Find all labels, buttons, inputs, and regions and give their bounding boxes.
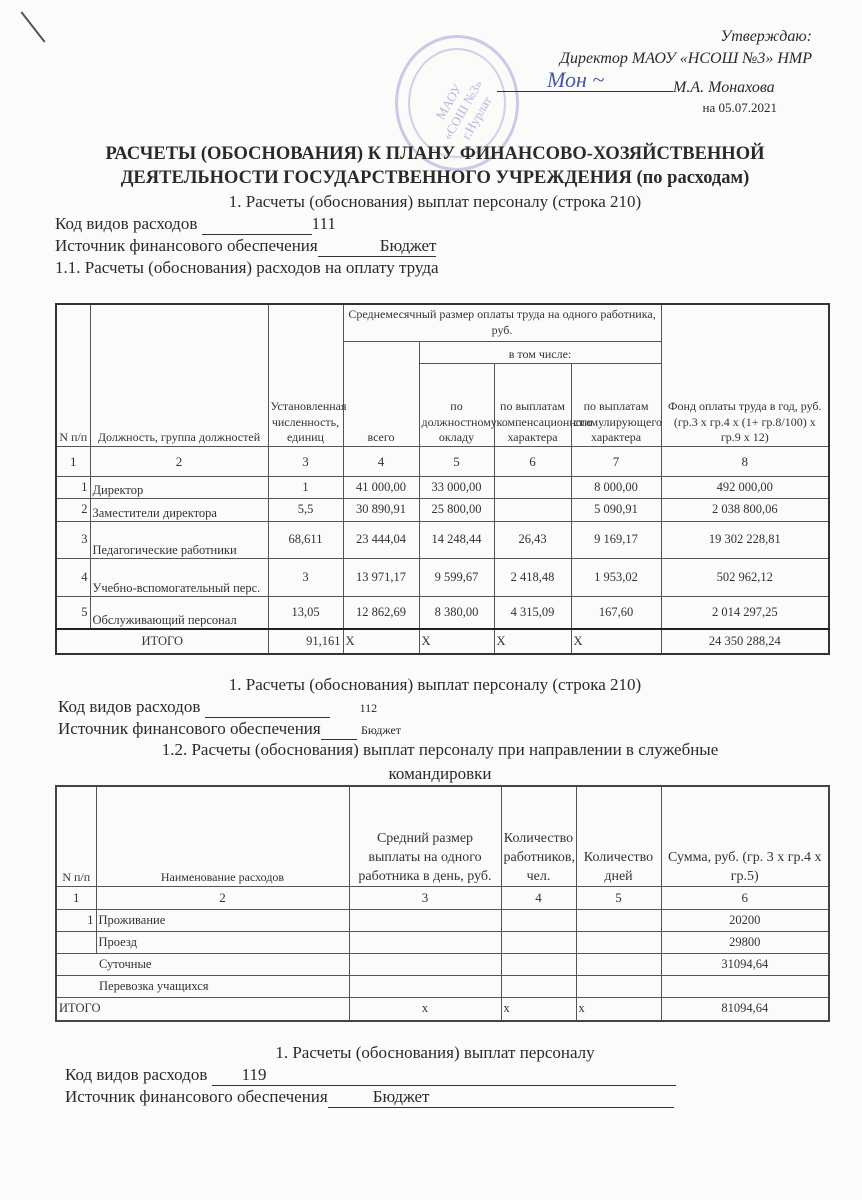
travel-table <box>55 785 830 1022</box>
col-num: 3 <box>349 886 501 909</box>
table-cell: 167,60 <box>571 596 661 629</box>
section1-heading: 1. Расчеты (обоснования) выплат персоналу (строка 210) <box>228 192 642 211</box>
table-row <box>56 521 829 558</box>
table-cell: 5 090,91 <box>571 498 661 521</box>
code-label: Код видов расходов <box>55 214 198 233</box>
table-cell: 33 000,00 <box>419 476 494 498</box>
code-label: Код видов расходов <box>65 1065 208 1084</box>
header-salary: по должностному окладу <box>419 363 494 446</box>
section3-heading: 1. Расчеты (обоснования) выплат персоналу <box>275 1043 595 1062</box>
payroll-table <box>55 303 830 655</box>
table-cell <box>661 975 829 997</box>
table-row <box>56 596 829 629</box>
table-cell: Проживание <box>96 909 349 931</box>
table-row <box>56 931 829 953</box>
code-value: 112 <box>359 701 378 715</box>
total-cell: х <box>576 997 661 1021</box>
table-cell <box>501 909 576 931</box>
total-cell: х <box>501 997 576 1021</box>
table-cell <box>501 953 576 975</box>
table-cell: 13 971,17 <box>343 558 419 596</box>
header-position: Должность, группа должностей <box>90 304 268 446</box>
section2-code <box>58 697 377 718</box>
table-row <box>56 498 829 521</box>
table-cell <box>576 931 661 953</box>
table-cell: 4 <box>56 558 90 596</box>
table-cell: 9 169,17 <box>571 521 661 558</box>
code-value: 119 <box>241 1065 267 1084</box>
table-cell: Педагогические работники <box>90 521 268 558</box>
table-cell <box>501 931 576 953</box>
total-label: ИТОГО <box>56 997 349 1021</box>
col-num: 4 <box>343 446 419 476</box>
total-fund: 24 350 288,24 <box>661 629 829 654</box>
table-cell: 2 038 800,06 <box>661 498 829 521</box>
title-line-2: ДЕЯТЕЛЬНОСТИ ГОСУДАРСТВЕННОГО УЧРЕЖДЕНИЯ (по расходам) <box>120 168 750 188</box>
table-cell: Проезд <box>96 931 349 953</box>
table-cell <box>349 909 501 931</box>
table-cell: 2 <box>56 498 90 521</box>
approval-position: Директор МАОУ «НСОШ №3» НМР <box>559 50 812 67</box>
table-cell: 1 <box>56 476 90 498</box>
table-cell <box>349 975 501 997</box>
table-row <box>56 909 829 931</box>
total-cell: X <box>494 629 571 654</box>
table-cell: 5 <box>56 596 90 629</box>
title-line-1: РАСЧЕТЫ (ОБОСНОВАНИЯ) К ПЛАНУ ФИНАНСОВО-ХОЗЯЙСТВЕННОЙ <box>105 144 765 164</box>
source-value: Бюджет <box>360 723 402 737</box>
table-cell: 29800 <box>661 931 829 953</box>
table-cell: 2 418,48 <box>494 558 571 596</box>
table-cell: 1 <box>268 476 343 498</box>
table-cell: 492 000,00 <box>661 476 829 498</box>
header-sum: Сумма, руб. (гр. 3 х гр.4 х гр.5) <box>661 786 829 886</box>
header-total: всего <box>343 341 419 446</box>
source-value: Бюджет <box>379 236 437 255</box>
table-cell: 9 599,67 <box>419 558 494 596</box>
table-cell: 30 890,91 <box>343 498 419 521</box>
section1-source <box>55 236 436 257</box>
table-cell: 8 380,00 <box>419 596 494 629</box>
table-row <box>56 953 829 975</box>
column-numbers-row <box>56 886 829 909</box>
source-label: Источник финансового обеспечения <box>58 719 321 738</box>
table-cell: 1 <box>56 909 96 931</box>
col-num: 2 <box>90 446 268 476</box>
table-cell: Заместители директора <box>90 498 268 521</box>
source-label: Источник финансового обеспечения <box>65 1087 328 1106</box>
col-num: 5 <box>419 446 494 476</box>
table-cell: 20200 <box>661 909 829 931</box>
table-cell: 3 <box>268 558 343 596</box>
table-cell: 1 953,02 <box>571 558 661 596</box>
table-cell: 14 248,44 <box>419 521 494 558</box>
table-cell: 2 014 297,25 <box>661 596 829 629</box>
col-num: 7 <box>571 446 661 476</box>
header-workers: Количество работников, чел. <box>501 786 576 886</box>
section2-heading: 1. Расчеты (обоснования) выплат персоналу (строка 210) <box>228 675 642 694</box>
header-avg: Среднемесячный размер оплаты труда на одного работника, руб. <box>343 304 661 341</box>
total-staff: 91,161 <box>268 629 343 654</box>
code-label: Код видов расходов <box>58 697 201 716</box>
table-cell: 23 444,04 <box>343 521 419 558</box>
table-cell <box>501 975 576 997</box>
col-num: 1 <box>56 886 96 909</box>
page-title <box>40 142 830 190</box>
header-stim: по выплатам стимулирующего характера <box>571 363 661 446</box>
table-cell <box>576 975 661 997</box>
column-numbers-row <box>56 446 829 476</box>
header-avg: Средний размер выплаты на одного работника в день, руб. <box>349 786 501 886</box>
section2-source <box>58 719 401 740</box>
code-value: 111 <box>311 214 336 233</box>
table-cell: 3 <box>56 521 90 558</box>
table-cell <box>576 909 661 931</box>
table-cell: 26,43 <box>494 521 571 558</box>
table-cell <box>349 931 501 953</box>
table-cell <box>56 931 96 953</box>
table-cell <box>576 953 661 975</box>
col-num: 3 <box>268 446 343 476</box>
total-cell: х <box>349 997 501 1021</box>
section1-subheading: 1.1. Расчеты (обоснования) расходов на оплату труда <box>55 258 439 277</box>
section1-code <box>55 214 336 235</box>
table-cell: 68,611 <box>268 521 343 558</box>
col-num: 1 <box>56 446 90 476</box>
approval-date: на 05.07.2021 <box>702 100 777 115</box>
section3-code <box>65 1065 676 1086</box>
col-num: 2 <box>96 886 349 909</box>
total-label: ИТОГО <box>56 629 268 654</box>
stamp-text: МАОУ «СОШ №3» г.Нурлат <box>432 77 495 143</box>
table-cell: Учебно-вспомогательный перс. <box>90 558 268 596</box>
col-num: 4 <box>501 886 576 909</box>
table-cell: Суточные <box>56 953 349 975</box>
table-cell: 31094,64 <box>661 953 829 975</box>
table-cell: 5,5 <box>268 498 343 521</box>
table-row <box>56 558 829 596</box>
col-num: 8 <box>661 446 829 476</box>
header-comp: по выплатам компенсационного характера <box>494 363 571 446</box>
total-sum: 81094,64 <box>661 997 829 1021</box>
total-cell: X <box>419 629 494 654</box>
section3-source <box>65 1087 674 1108</box>
header-n: N п/п <box>56 304 90 446</box>
total-cell: X <box>571 629 661 654</box>
table-cell: 12 862,69 <box>343 596 419 629</box>
table-cell: 502 962,12 <box>661 558 829 596</box>
table-cell <box>494 498 571 521</box>
col-num: 5 <box>576 886 661 909</box>
table-row <box>56 476 829 498</box>
total-row <box>56 997 829 1021</box>
col-num: 6 <box>494 446 571 476</box>
approval-signature-line <box>497 67 775 97</box>
header-name: Наименование расходов <box>96 786 349 886</box>
table-cell: 8 000,00 <box>571 476 661 498</box>
col-num: 6 <box>661 886 829 909</box>
table-cell: 25 800,00 <box>419 498 494 521</box>
section2-subheading: 1.2. Расчеты (обоснования) выплат персоналу при направлении в служебные командировки <box>161 740 719 783</box>
source-value: Бюджет <box>372 1087 430 1106</box>
table-cell <box>349 953 501 975</box>
table-cell: 13,05 <box>268 596 343 629</box>
table-row <box>56 975 829 997</box>
scan-mark <box>21 11 46 42</box>
total-row <box>56 629 829 654</box>
approval-title: Утверждаю: <box>720 28 812 45</box>
header-incl: в том числе: <box>419 341 661 363</box>
header-n: N п/п <box>56 786 96 886</box>
table-cell: 19 302 228,81 <box>661 521 829 558</box>
signature: Мон ~ <box>547 67 605 92</box>
approval-name: М.А. Монахова <box>673 79 775 96</box>
source-label: Источник финансового обеспечения <box>55 236 318 255</box>
header-days: Количество дней <box>576 786 661 886</box>
total-cell: X <box>343 629 419 654</box>
table-cell: Обслуживающий персонал <box>90 596 268 629</box>
table-cell: 41 000,00 <box>343 476 419 498</box>
table-cell: 4 315,09 <box>494 596 571 629</box>
table-cell: Перевозка учащихся <box>56 975 349 997</box>
header-staff: Установленная численность, единиц <box>268 304 343 446</box>
table-cell: Директор <box>90 476 268 498</box>
table-cell <box>494 476 571 498</box>
header-fund: Фонд оплаты труда в год, руб. (гр.3 х гр.4 х (1+ гр.8/100) х гр.9 х 12) <box>661 304 829 446</box>
